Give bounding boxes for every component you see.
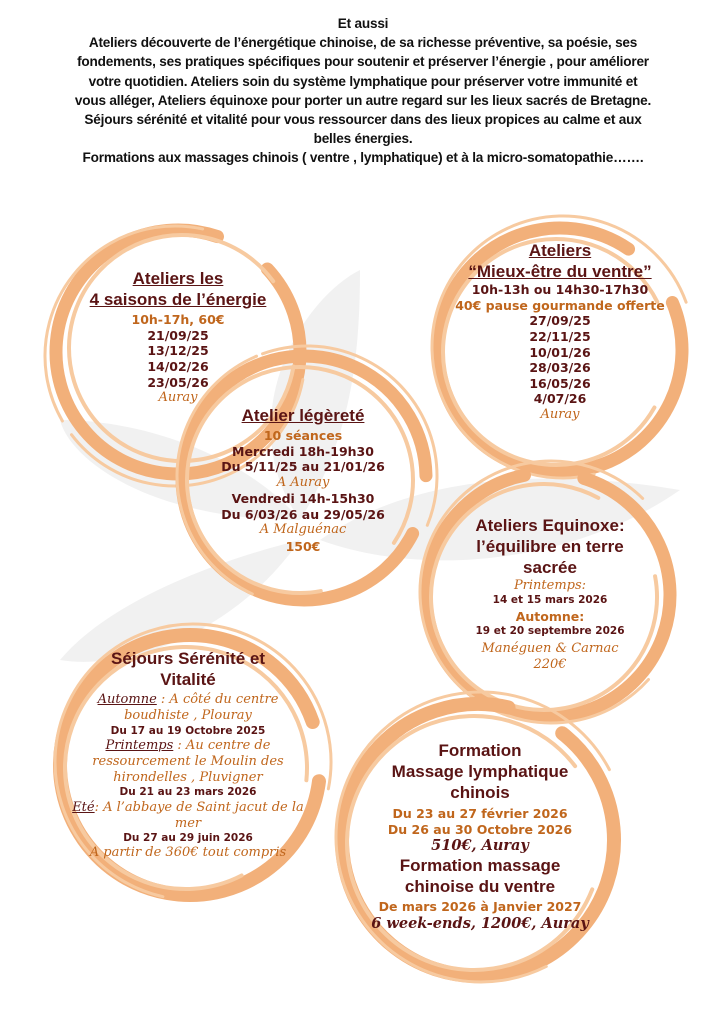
sejours-spring-place2: ressourcement le Moulin des xyxy=(92,753,284,769)
saisons-title-line2: 4 saisons de l’énergie xyxy=(89,290,267,309)
equinoxe-block xyxy=(420,515,680,674)
sejours-autumn-dates: Du 17 au 19 Octobre 2025 xyxy=(110,724,266,737)
intro-line: belles énergies. xyxy=(313,131,413,147)
ventre-date: 10/01/26 xyxy=(529,344,591,360)
sejours-spring-place3: hirondelles , Pluvigner xyxy=(113,770,263,786)
formation-title-line2: Massage lymphatique xyxy=(391,762,569,781)
saisons-date: 14/02/26 xyxy=(147,358,209,374)
saisons-date: 23/05/26 xyxy=(147,374,209,390)
legerete-place1: A Auray xyxy=(276,474,330,490)
intro-line: fondements, ses pratiques spécifiques pour soutenir et préserver l’énergie , pour améliorer xyxy=(77,54,649,70)
ventre-hours: 10h-13h ou 14h30-17h30 xyxy=(471,282,649,297)
sejours-summer-label: Eté xyxy=(72,799,95,815)
ventre-date: 22/11/25 xyxy=(529,328,591,344)
sejours-autumn-label: Automne xyxy=(97,692,157,707)
ventre-title-line1: Ateliers xyxy=(528,241,592,260)
saisons-place: Auray xyxy=(158,390,198,406)
legerete-title: Atelier légèreté xyxy=(241,406,365,425)
formation-dates2: Du 26 au 30 Octobre 2026 xyxy=(387,821,573,837)
formation-price2: 6 week-ends, 1200€, Auray xyxy=(371,915,589,932)
legerete-place2: A Malguénac xyxy=(259,522,347,538)
ventre-block xyxy=(410,240,710,423)
legerete-sessions: 10 séances xyxy=(263,428,343,443)
ventre-place: Auray xyxy=(540,407,580,422)
intro-line: Ateliers découverte de l’énergétique chinoise, de sa richesse préventive, sa poésie, ses xyxy=(88,35,638,51)
sejours-price: A partir de 360€ tout compris xyxy=(89,845,287,861)
equinoxe-places: Manéguen & Carnac xyxy=(481,641,619,657)
intro-line: votre quotidien. Ateliers soin du système lymphatique pour préserver votre immunité et xyxy=(88,73,638,89)
sejours-title-line2: Vitalité xyxy=(160,670,216,689)
sejours-summer-place2: mer xyxy=(174,815,202,831)
saisons-title-line1: Ateliers les xyxy=(132,269,224,288)
ventre-date: 28/03/26 xyxy=(529,360,591,376)
equinoxe-autumn-dates: 19 et 20 septembre 2026 xyxy=(475,625,625,637)
formation-price1: 510€, Auray xyxy=(431,837,529,855)
legerete-range1: Du 5/11/25 au 21/01/26 xyxy=(221,459,385,475)
equinoxe-title-line3: sacrée xyxy=(523,558,577,577)
ventre-title-line2: “Mieux-être du ventre” xyxy=(468,262,652,281)
sejours-block xyxy=(58,648,318,861)
sejours-summer-dates: Du 27 au 29 juin 2026 xyxy=(123,832,253,844)
ventre-date: 27/09/25 xyxy=(529,313,591,329)
sejours-spring-place1: : Au centre de xyxy=(173,737,271,753)
legerete-price: 150€ xyxy=(285,538,321,554)
formation-title-line5: chinoise du ventre xyxy=(404,877,556,897)
intro-line: Formations aux massages chinois ( ventre , lymphatique) et à la micro-somatopathie……. xyxy=(82,150,644,166)
saisons-date: 13/12/25 xyxy=(147,343,209,359)
intro-line: Et aussi xyxy=(337,16,389,31)
legerete-day1: Mercredi 18h-19h30 xyxy=(232,443,374,459)
formation-title-line4: Formation massage xyxy=(399,856,561,876)
equinoxe-title-line1: Ateliers Equinoxe: xyxy=(475,516,625,535)
ventre-price: 40€ pause gourmande offerte xyxy=(455,297,665,313)
sejours-spring-dates: Du 21 au 23 mars 2026 xyxy=(119,786,257,799)
sejours-spring-label: Printemps xyxy=(105,737,174,753)
ventre-date: 16/05/26 xyxy=(529,375,591,391)
ventre-date: 4/07/26 xyxy=(533,391,587,407)
formation-block xyxy=(340,740,620,933)
equinoxe-spring-dates: 14 et 15 mars 2026 xyxy=(492,594,608,607)
sejours-title-line1: Séjours Sérénité et xyxy=(110,649,265,668)
intro-line: vous alléger, Ateliers équinoxe pour porter un autre regard sur les lieux sacrés de Bretagne. xyxy=(74,92,652,108)
formation-dates3: De mars 2026 à Janvier 2027 xyxy=(378,899,582,915)
legerete-day2: Vendredi 14h-15h30 xyxy=(231,491,375,507)
equinoxe-price: 220€ xyxy=(533,657,567,673)
intro-line: Séjours sérénité et vitalité pour vous ressourcer dans des lieux propices au calme et aux xyxy=(84,112,642,128)
equinoxe-spring-label: Printemps: xyxy=(513,578,587,593)
saisons-block xyxy=(53,268,303,406)
sejours-autumn-place2: boudhiste , Plouray xyxy=(124,708,252,724)
legerete-range2: Du 6/03/26 au 29/05/26 xyxy=(221,506,385,522)
formation-title-line1: Formation xyxy=(438,741,522,760)
formation-title-line3: chinois xyxy=(450,783,510,802)
sejours-autumn xyxy=(58,692,318,708)
intro-text xyxy=(0,14,726,168)
saisons-date: 21/09/25 xyxy=(147,327,209,343)
formation-dates1: Du 23 au 27 février 2026 xyxy=(392,806,568,821)
legerete-block xyxy=(178,405,428,554)
sejours-summer xyxy=(58,800,318,816)
sejours-summer-place1: : A l’abbaye de Saint jacut de la xyxy=(94,799,304,815)
equinoxe-title-line2: l’équilibre en terre xyxy=(476,537,624,556)
saisons-hours: 10h-17h, 60€ xyxy=(131,312,225,327)
sejours-autumn-place1: : A côté du centre xyxy=(156,692,279,707)
sejours-spring xyxy=(58,738,318,754)
equinoxe-autumn-label: Automne: xyxy=(515,609,585,625)
